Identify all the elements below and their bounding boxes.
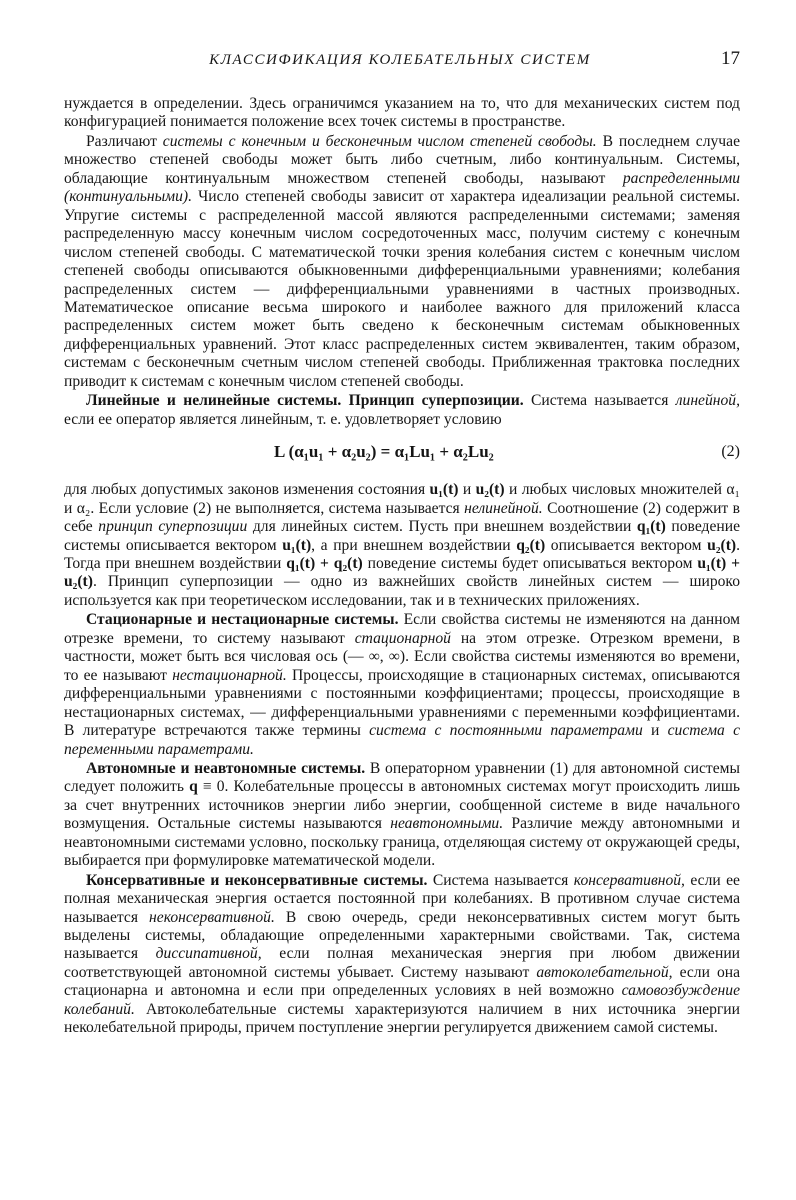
italic-term: распределенными (континуальными).	[64, 169, 740, 206]
vector-symbol: u₁(t) + u₂(t)	[64, 554, 740, 591]
vector-symbol: u₂(t)	[475, 481, 505, 499]
vector-symbol: q₁(t)	[636, 518, 666, 536]
paragraph-continuation	[64, 95, 740, 132]
paragraph-linear-systems	[64, 392, 740, 429]
text-run: нуждается в определении. Здесь ограничимся указанием на то, что для механических систем под конфигурацией понимается положение всех точек системы в пространстве.	[64, 95, 740, 131]
italic-term: самовозбуждение колебаний.	[64, 982, 740, 1018]
equation-number: (2)	[721, 443, 740, 461]
equation-2	[64, 437, 740, 471]
text-run: В свою очередь, среди неконсервативных систем могут быть выделены системы, обладающие определенными характерными свойствами. Так, система называется	[64, 908, 740, 963]
text-run: если ее полная механическая энергия остается постоянной при колебаниях. В противном случае система называется	[64, 871, 740, 926]
paragraph-conservative	[64, 872, 740, 1038]
italic-term: консервативной,	[573, 871, 685, 889]
text-run: и	[458, 481, 476, 499]
text-run: ≡ 0. Колебательные процессы в автономных системах могут происходить лишь за счет внутренних источников энергии либо энергии, сообщенной системе в виде начального возмущения. Остальные системы называются	[64, 778, 740, 833]
running-title: КЛАССИФИКАЦИЯ КОЛЕБАТЕЛЬНЫХ СИСТЕМ	[209, 52, 591, 68]
text-run: Число степеней свободы зависит от характера идеализации реальной системы. Упругие системы с распределенной массой являются распределенными системами; заменяя распределенную массу конечным числом сосредоточенных масс, получим систему с конечным числом степеней свободы. С математической точки зрения колебания систем с конечным числом степеней свободы описываются обыкновенными дифференциальными уравнениями; колебания распределенных систем — дифференциальными уравнениями в частных производных. Математическое описание весьма широкого и наиболее важного для приложений класса распределенных систем может быть сведено к бесконечным системам обыкновенных дифференциальных уравнений. Этот класс распределенных систем эквивалентен, таким образом, системам с бесконечным счетным числом степеней свободы. Приближенная трактовка последних приводит к системам с конечным числом степеней свободы.	[64, 188, 740, 390]
text-run: поведение системы будет описываться вектором	[362, 554, 698, 572]
text-run: . Принцип суперпозиции — одно из важнейших свойств линейных систем — широко используется как при теоретическом исследовании, так и в технических приложениях.	[64, 573, 740, 609]
text-run: и любых числовых множителей α₁ и α₂. Если условие (2) не выполняется, система называется	[64, 481, 740, 517]
text-run: на этом отрезке. Отрезком времени, в частности, может быть вся числовая ось (— ∞, ∞). Если свойства системы изменяются во времени, то ее называют	[64, 629, 740, 684]
text-run: Система называется	[523, 392, 676, 410]
italic-term: стационарной	[354, 629, 451, 647]
text-run: Если свойства системы не изменяются на данном отрезке времени, то систему называют	[64, 611, 740, 647]
section-heading: Стационарные и нестационарные системы.	[86, 611, 399, 629]
italic-term: неавтономными.	[390, 815, 504, 833]
paragraph-superposition	[64, 481, 740, 610]
text-run: Система называется	[427, 871, 574, 889]
text-run: В операторном уравнении (1) для автономной системы следует положить	[64, 759, 740, 796]
text-run: Автоколебательные системы характеризуются наличием в них источника энергии неколебательной природы, причем поступление энергии регулируется движением самой системы.	[64, 1000, 740, 1037]
page-header	[60, 48, 740, 74]
paragraph-stationary	[64, 611, 740, 759]
paragraph-degrees-of-freedom	[64, 133, 740, 391]
text-run: . Тогда при внешнем воздействии	[64, 536, 740, 572]
text-run: поведение системы описывается вектором	[64, 518, 740, 554]
italic-term: принцип суперпозиции	[98, 518, 248, 536]
text-run: и	[642, 722, 668, 740]
body-text	[64, 95, 740, 1038]
italic-term: нелинейной.	[464, 499, 543, 517]
vector-symbol: q₁(t) + q₂(t)	[286, 554, 363, 572]
italic-term: неконсервативной.	[149, 908, 275, 926]
section-heading: Автономные и неавтономные системы.	[86, 759, 366, 777]
text-run: если ее оператор является линейным, т. е. удовлетворяет условию	[64, 410, 502, 428]
vector-symbol: u₂(t)	[707, 536, 737, 554]
italic-term: автоколебательной,	[536, 963, 673, 981]
vector-symbol: u₁(t)	[429, 481, 459, 499]
section-heading: Линейные и нелинейные системы. Принцип суперпозиции.	[86, 392, 524, 410]
vector-symbol: u₁(t)	[282, 536, 312, 554]
equation-formula: L (α₁u₁ + α₂u₂) = α₁Lu₁ + α₂Lu₂	[274, 442, 494, 462]
italic-term: линейной,	[675, 392, 740, 410]
vector-symbol: q₂(t)	[516, 536, 546, 554]
text-run: Процессы, происходящие в стационарных системах, описываются дифференциальными уравнениями с постоянными коэффициентами; процессы, происходящие в нестационарных системах, — дифференциальными уравнениями с переменными коэффициентами. В литературе встречаются также термины	[64, 666, 740, 740]
paragraph-autonomous	[64, 760, 740, 871]
text-run: В последнем случае множество степеней свободы может быть либо счетным, либо континуальным. Системы, обладающие континуальным множеством степеней свободы, называют	[64, 132, 740, 187]
italic-term: системы с конечным и бесконечным числом степеней свободы.	[162, 132, 597, 150]
page-number: 17	[721, 48, 740, 69]
text-run: если она стационарна и автономна и если при определенных условиях в ней возможно	[64, 963, 741, 1000]
text-run: для любых допустимых законов изменения состояния	[64, 481, 430, 499]
text-run: если полная механическая энергия при любом движении соответствующей автономной системы убывает. Систему называют	[64, 945, 741, 981]
italic-term: нестационарной.	[172, 666, 287, 684]
vector-symbol: q	[189, 778, 198, 796]
text-run: описывается вектором	[545, 536, 708, 554]
italic-term: система с переменными параметрами.	[64, 722, 740, 758]
section-heading: Консервативные и неконсервативные системы.	[86, 871, 428, 889]
text-run: , а при внешнем воздействии	[311, 536, 517, 554]
italic-term: диссипативной,	[155, 945, 262, 963]
text-run: Различие между автономными и неавтономными системами условно, поскольку граница, отделяющая систему от окружающей среды, выбирается при формулировке математической модели.	[64, 815, 740, 870]
text-run: Различают	[86, 132, 163, 150]
text-run: Соотношение (2) содержит в себе	[64, 499, 740, 536]
text-run: для линейных систем. Пусть при внешнем воздействии	[247, 518, 637, 536]
italic-term: система с постоянными параметрами	[369, 722, 643, 740]
